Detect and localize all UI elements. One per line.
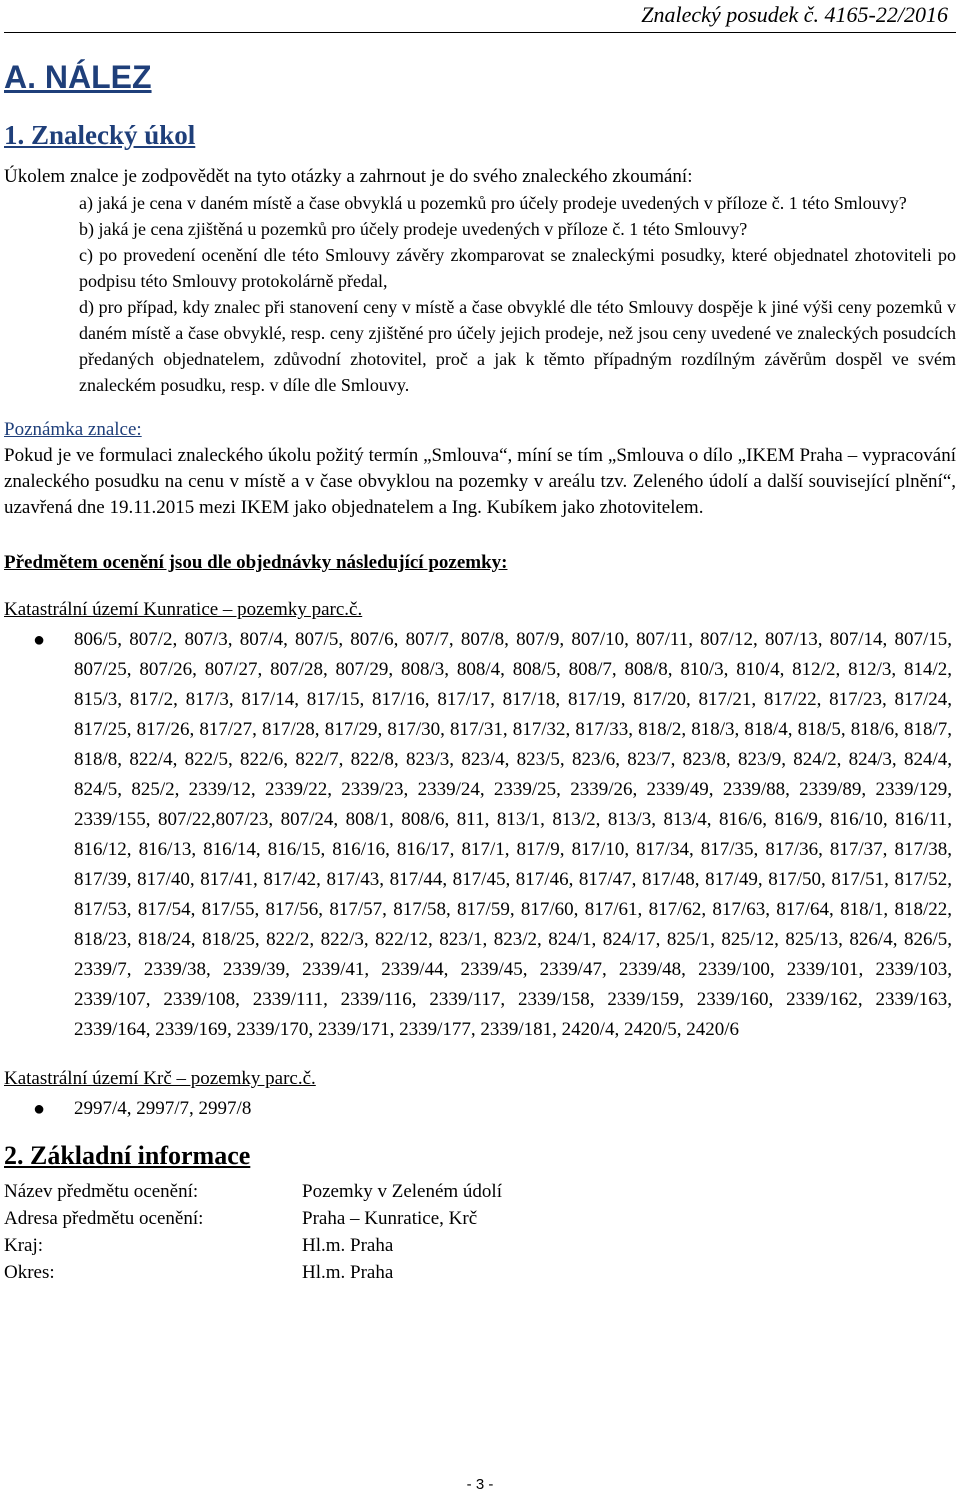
info-value: Hl.m. Praha [302, 1262, 394, 1284]
list-item [4, 625, 956, 1045]
bullet-icon: ● [32, 1097, 46, 1120]
info-label: Okres: [4, 1262, 55, 1284]
info-row-address [4, 1205, 956, 1232]
info-row-district [4, 1259, 956, 1286]
list-item [4, 1094, 956, 1124]
bullet-icon: ● [32, 628, 46, 651]
expert-note-text: Pokud je ve formulaci znaleckého úkolu požitý termín „Smlouva“, míní se tím „Smlouva o dílo „IKEM Praha – vypracování znaleckého posudku na cenu v místě a v čase obvyklou na pozemky v areálu tzv. Zeleného údolí a další související plnění“, uzavřená dne 19.11.2015 mezi IKEM jako objednatelem a Ing. Kubíkem jako zhotovitelem. [4, 444, 956, 518]
info-row-name [4, 1178, 956, 1205]
page-content [4, 60, 956, 1286]
cadastral-area-kunratice-label: Katastrální území Kunratice – pozemky parc.č. [4, 598, 363, 620]
subject-heading: Předmětem ocenění jsou dle objednávky následující pozemky: [4, 551, 508, 573]
info-value: Hl.m. Praha [302, 1235, 394, 1257]
expert-note-title: Poznámka znalce: [4, 418, 142, 440]
info-label: Název předmětu ocenění: [4, 1181, 199, 1203]
task-item-a: a) jaká je cena v daném místě a čase obvyklá u pozemků pro účely prodeje uvedených v příloze č. 1 této Smlouvy? [79, 192, 907, 213]
task-heading: 1. Znalecký úkol [4, 120, 196, 151]
section-a-title: A. NÁLEZ [4, 59, 152, 95]
info-row-region [4, 1232, 956, 1259]
task-item-d: d) pro případ, kdy znalec při stanovení ceny v místě a čase obvyklé dle této Smlouvy dospěje k jiné výši ceny pozemků v daném místě a čase obvyklé, resp. ceny zjištěné pro účely jejich prodeje, než jsou ceny uvedené ve znaleckých posudcích předaných objednatelem, zdůvodní zhotovitel, proč a jak k těmto případným rozdílným závěrům dospěl ve svém znaleckém posudku, resp. v díle dle Smlouvy. [79, 296, 956, 395]
parcel-list-kunratice: 806/5, 807/2, 807/3, 807/4, 807/5, 807/6, 807/7, 807/8, 807/9, 807/10, 807/11, 807/12, 807/13, 807/14, 807/15, 807/25, 807/26, 807/27, 807/28, 807/29, 808/3, 808/4, 808/5, 808/7, 808/8, 810/3, 810/4, 812/2, 812/3, 814/2, 815/3, 817/2, 817/3, 817/14, 817/15, 817/16, 817/17, 817/18, 817/19, 817/20, 817/21, 817/22, 817/23, 817/24, 817/25, 817/26, 817/27, 817/28, 817/29, 817/30, 817/31, 817/32, 817/33, 818/2, 818/3, 818/4, 818/5, 818/6, 818/7, 818/8, 822/4, 822/5, 822/6, 822/7, 822/8, 823/3, 823/4, 823/5, 823/6, 823/7, 823/8, 823/9, 824/2, 824/3, 824/4, 824/5, 825/2, 2339/12, 2339/22, 2339/23, 2339/24, 2339/25, 2339/26, 2339/49, 2339/88, 2339/89, 2339/129, 2339/155, 807/22,807/23, 807/24, 808/1, 808/6, 811, 813/1, 813/2, 813/3, 813/4, 816/6, 816/9, 816/10, 816/11, 816/12, 816/13, 816/14, 816/15, 816/16, 816/17, 817/1, 817/9, 817/10, 817/34, 817/35, 817/36, 817/37, 817/38, 817/39, 817/40, 817/41, 817/42, 817/43, 817/44, 817/45, 817/46, 817/47, 817/48, 817/49, 817/50, 817/51, 817/52, 817/53, 817/54, 817/55, 817/56, 817/57, 817/58, 817/59, 817/60, 817/61, 817/62, 817/63, 817/64, 818/1, 818/22, 818/23, 818/24, 818/25, 822/2, 822/3, 822/12, 823/1, 823/2, 824/1, 824/17, 825/1, 825/12, 825/13, 826/4, 826/5, 2339/7, 2339/38, 2339/39, 2339/41, 2339/44, 2339/45, 2339/47, 2339/48, 2339/100, 2339/101, 2339/103, 2339/107, 2339/108, 2339/111, 2339/116, 2339/117, 2339/158, 2339/159, 2339/160, 2339/162, 2339/163, 2339/164, 2339/169, 2339/170, 2339/171, 2339/177, 2339/181, 2420/4, 2420/5, 2420/6 [74, 628, 952, 1040]
basic-info-heading: 2. Základní informace [4, 1140, 251, 1170]
info-label: Adresa předmětu ocenění: [4, 1208, 204, 1230]
info-label: Kraj: [4, 1235, 44, 1257]
parcel-list-krc: 2997/4, 2997/7, 2997/8 [74, 1097, 252, 1119]
info-value: Praha – Kunratice, Krč [302, 1208, 478, 1230]
page-number: - 3 - [466, 1476, 494, 1493]
cadastral-area-krc-label: Katastrální území Krč – pozemky parc.č. [4, 1067, 316, 1089]
header-divider [4, 32, 956, 33]
document-header-title: Znalecký posudek č. 4165-22/2016 [641, 2, 948, 27]
task-intro: Úkolem znalce je zodpovědět na tyto otázky a zahrnout je do svého znaleckého zkoumání: [4, 165, 693, 187]
task-item-c: c) po provedení ocenění dle této Smlouvy závěry zkomparovat se znaleckými posudky, které objednatel zhotoviteli po podpisu této Smlouvy protokolárně předal, [79, 244, 956, 291]
info-value: Pozemky v Zeleném údolí [302, 1181, 502, 1203]
task-item-b: b) jaká je cena zjištěná u pozemků pro účely prodeje uvedených v příloze č. 1 této Smlouvy? [79, 218, 748, 239]
